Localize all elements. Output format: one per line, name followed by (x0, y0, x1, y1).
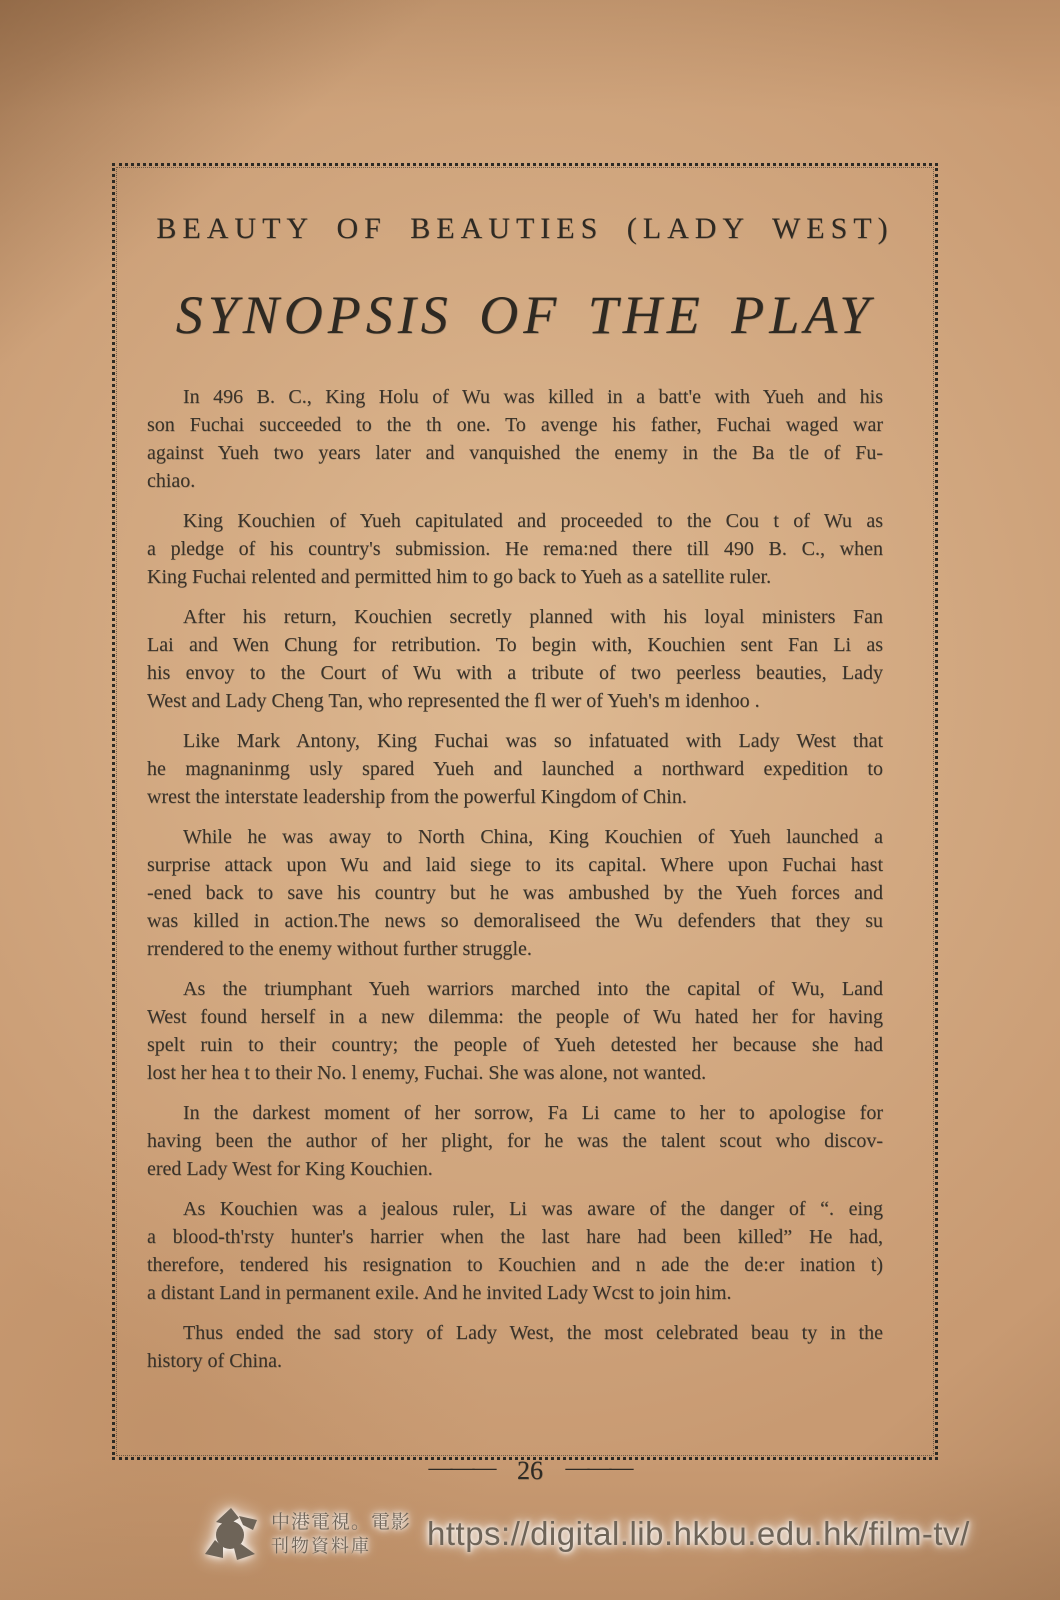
text-line: therefore, tendered his resignation to Kouchien and n ade the de:er ination t) (147, 1254, 883, 1276)
text-line: After his return, Kouchien secretly planned with his loyal ministers Fan (183, 606, 883, 628)
text-line: In 496 B. C., King Holu of Wu was killed in a batt'e with Yueh and his (183, 386, 883, 408)
paragraph (147, 1319, 883, 1375)
watermark-org-line1: 中港電視。電影 (271, 1512, 412, 1533)
text-line: his envoy to the Court of Wu with a tribute of two peerless beauties, Lady (147, 662, 883, 684)
text-line: surprise attack upon Wu and laid siege to its capital. Where upon Fuchai hast (147, 854, 883, 876)
text-line: a pledge of his country's submission. He rema:ned there till 490 B. C., when (147, 538, 883, 560)
text-line: King Kouchien of Yueh capitulated and proceeded to the Cou t of Wu as (183, 510, 883, 532)
paragraph (147, 383, 883, 495)
text-line: West and Lady Cheng Tan, who represented the fl wer of Yueh's m idenhoo . (147, 690, 760, 712)
text-line: lost her hea t to their No. l enemy, Fuchai. She was alone, not wanted. (147, 1062, 707, 1084)
watermark-url: https://digital.lib.hkbu.edu.hk/film-tv/ (427, 1515, 970, 1552)
text-line: ered Lady West for King Kouchien. (147, 1158, 433, 1180)
page-number (0, 1455, 1060, 1485)
paragraph (147, 507, 883, 591)
text-line: spelt ruin to their country; the people of Yueh detested her because she had (147, 1034, 883, 1056)
section-title: SYNOPSIS OF THE PLAY (175, 285, 875, 345)
text-line: -ened back to save his country but he was ambushed by the Yueh forces and (147, 882, 883, 904)
page-number-value: 26 (517, 1456, 543, 1485)
text-line: King Fuchai relented and permitted him to go back to Yueh as a satellite ruler. (147, 566, 772, 588)
text-line: Thus ended the sad story of Lady West, the most celebrated beau ty in the (183, 1322, 883, 1344)
synopsis-body (147, 383, 883, 1387)
text-line: against Yueh two years later and vanquished the enemy in the Ba tle of Fu- (147, 442, 883, 464)
paragraph (147, 975, 883, 1087)
text-line: he magnaninmg usly spared Yueh and launched a northward expedition to (147, 758, 883, 780)
text-line: Like Mark Antony, King Fuchai was so infatuated with Lady West that (183, 730, 883, 752)
paragraph (147, 1099, 883, 1183)
text-line: chiao. (147, 470, 196, 492)
text-line: As Kouchien was a jealous ruler, Li was aware of the danger of “. eing (183, 1198, 883, 1220)
paragraph (147, 1195, 883, 1307)
text-line: history of China. (147, 1350, 282, 1372)
library-watermark (203, 1498, 970, 1570)
page-title: BEAUTY OF BEAUTIES (LADY WEST) (156, 212, 894, 245)
page-number-dash-left: ——— (428, 1455, 495, 1481)
paragraph (147, 823, 883, 963)
watermark-org-line2: 刊物資料庫 (271, 1536, 371, 1556)
text-line: having been the author of her plight, for he was the talent scout who discov- (147, 1130, 883, 1152)
text-line: In the darkest moment of her sorrow, Fa Li came to her to apologise for (183, 1102, 883, 1124)
text-line: West found herself in a new dilemma: the people of Wu hated her for having (147, 1006, 883, 1028)
text-line: As the triumphant Yueh warriors marched into the capital of Wu, Land (183, 978, 883, 1000)
text-line: While he was away to North China, King Kouchien of Yueh launched a (183, 826, 883, 848)
page-number-dash-right: ——— (565, 1455, 632, 1481)
text-line: rrendered to the enemy without further struggle. (147, 938, 532, 960)
paragraph (147, 727, 883, 811)
text-line: a distant Land in permanent exile. And he invited Lady Wcst to join him. (147, 1282, 732, 1304)
text-line: was killed in action.The news so demoraliseed the Wu defenders that they su (147, 910, 883, 932)
paragraph (147, 603, 883, 715)
watermark-org-name (271, 1511, 411, 1557)
text-line: son Fuchai succeeded to the th one. To avenge his father, Fuchai waged war (147, 414, 883, 436)
text-line: wrest the interstate leadership from the powerful Kingdom of Chin. (147, 786, 687, 808)
spotlight-icon (203, 1506, 261, 1562)
text-line: Lai and Wen Chung for retribution. To begin with, Kouchien sent Fan Li as (147, 634, 883, 656)
text-line: a blood-th'rsty hunter's harrier when the last hare had been killed” He had, (147, 1226, 883, 1248)
